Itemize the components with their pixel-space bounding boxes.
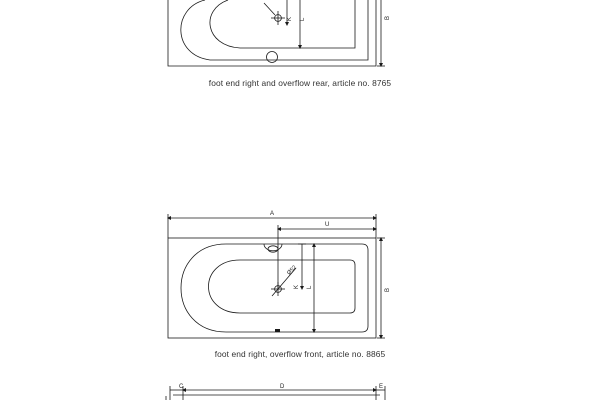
mid-label-l: L — [307, 285, 313, 289]
mid-front-marker — [275, 329, 280, 332]
mid-label-a: A — [270, 211, 275, 217]
top-inner-basin — [181, 0, 368, 60]
top-label-k: K — [287, 16, 293, 21]
top-overflow-icon — [267, 52, 278, 63]
caption-top-drawing: foot end right and overflow rear, article no. 8765 — [208, 78, 392, 88]
top-lying-surface — [210, 0, 355, 48]
drawing-top-article-8765 — [168, 0, 391, 67]
top-tub-outline — [168, 0, 376, 66]
mid-label-k: K — [294, 284, 300, 289]
drawing-bottom-side-view — [166, 384, 385, 400]
mid-overflow-icon — [264, 244, 282, 251]
top-label-l: L — [300, 17, 306, 21]
mid-label-u: U — [325, 222, 330, 228]
bottom-label-e: E — [379, 384, 384, 390]
top-label-b: B — [385, 15, 391, 20]
bottom-label-d: D — [280, 384, 285, 390]
mid-lying-surface — [209, 260, 356, 313]
mid-label-b: B — [385, 287, 391, 292]
drawing-middle-article-8865 — [167, 211, 391, 339]
mid-label-diameter: Ø52 — [286, 264, 298, 277]
caption-middle-drawing: foot end right, overflow front, article no. 8865 — [214, 349, 386, 359]
mid-tub-outline — [168, 238, 376, 338]
bottom-label-c: C — [179, 384, 184, 390]
